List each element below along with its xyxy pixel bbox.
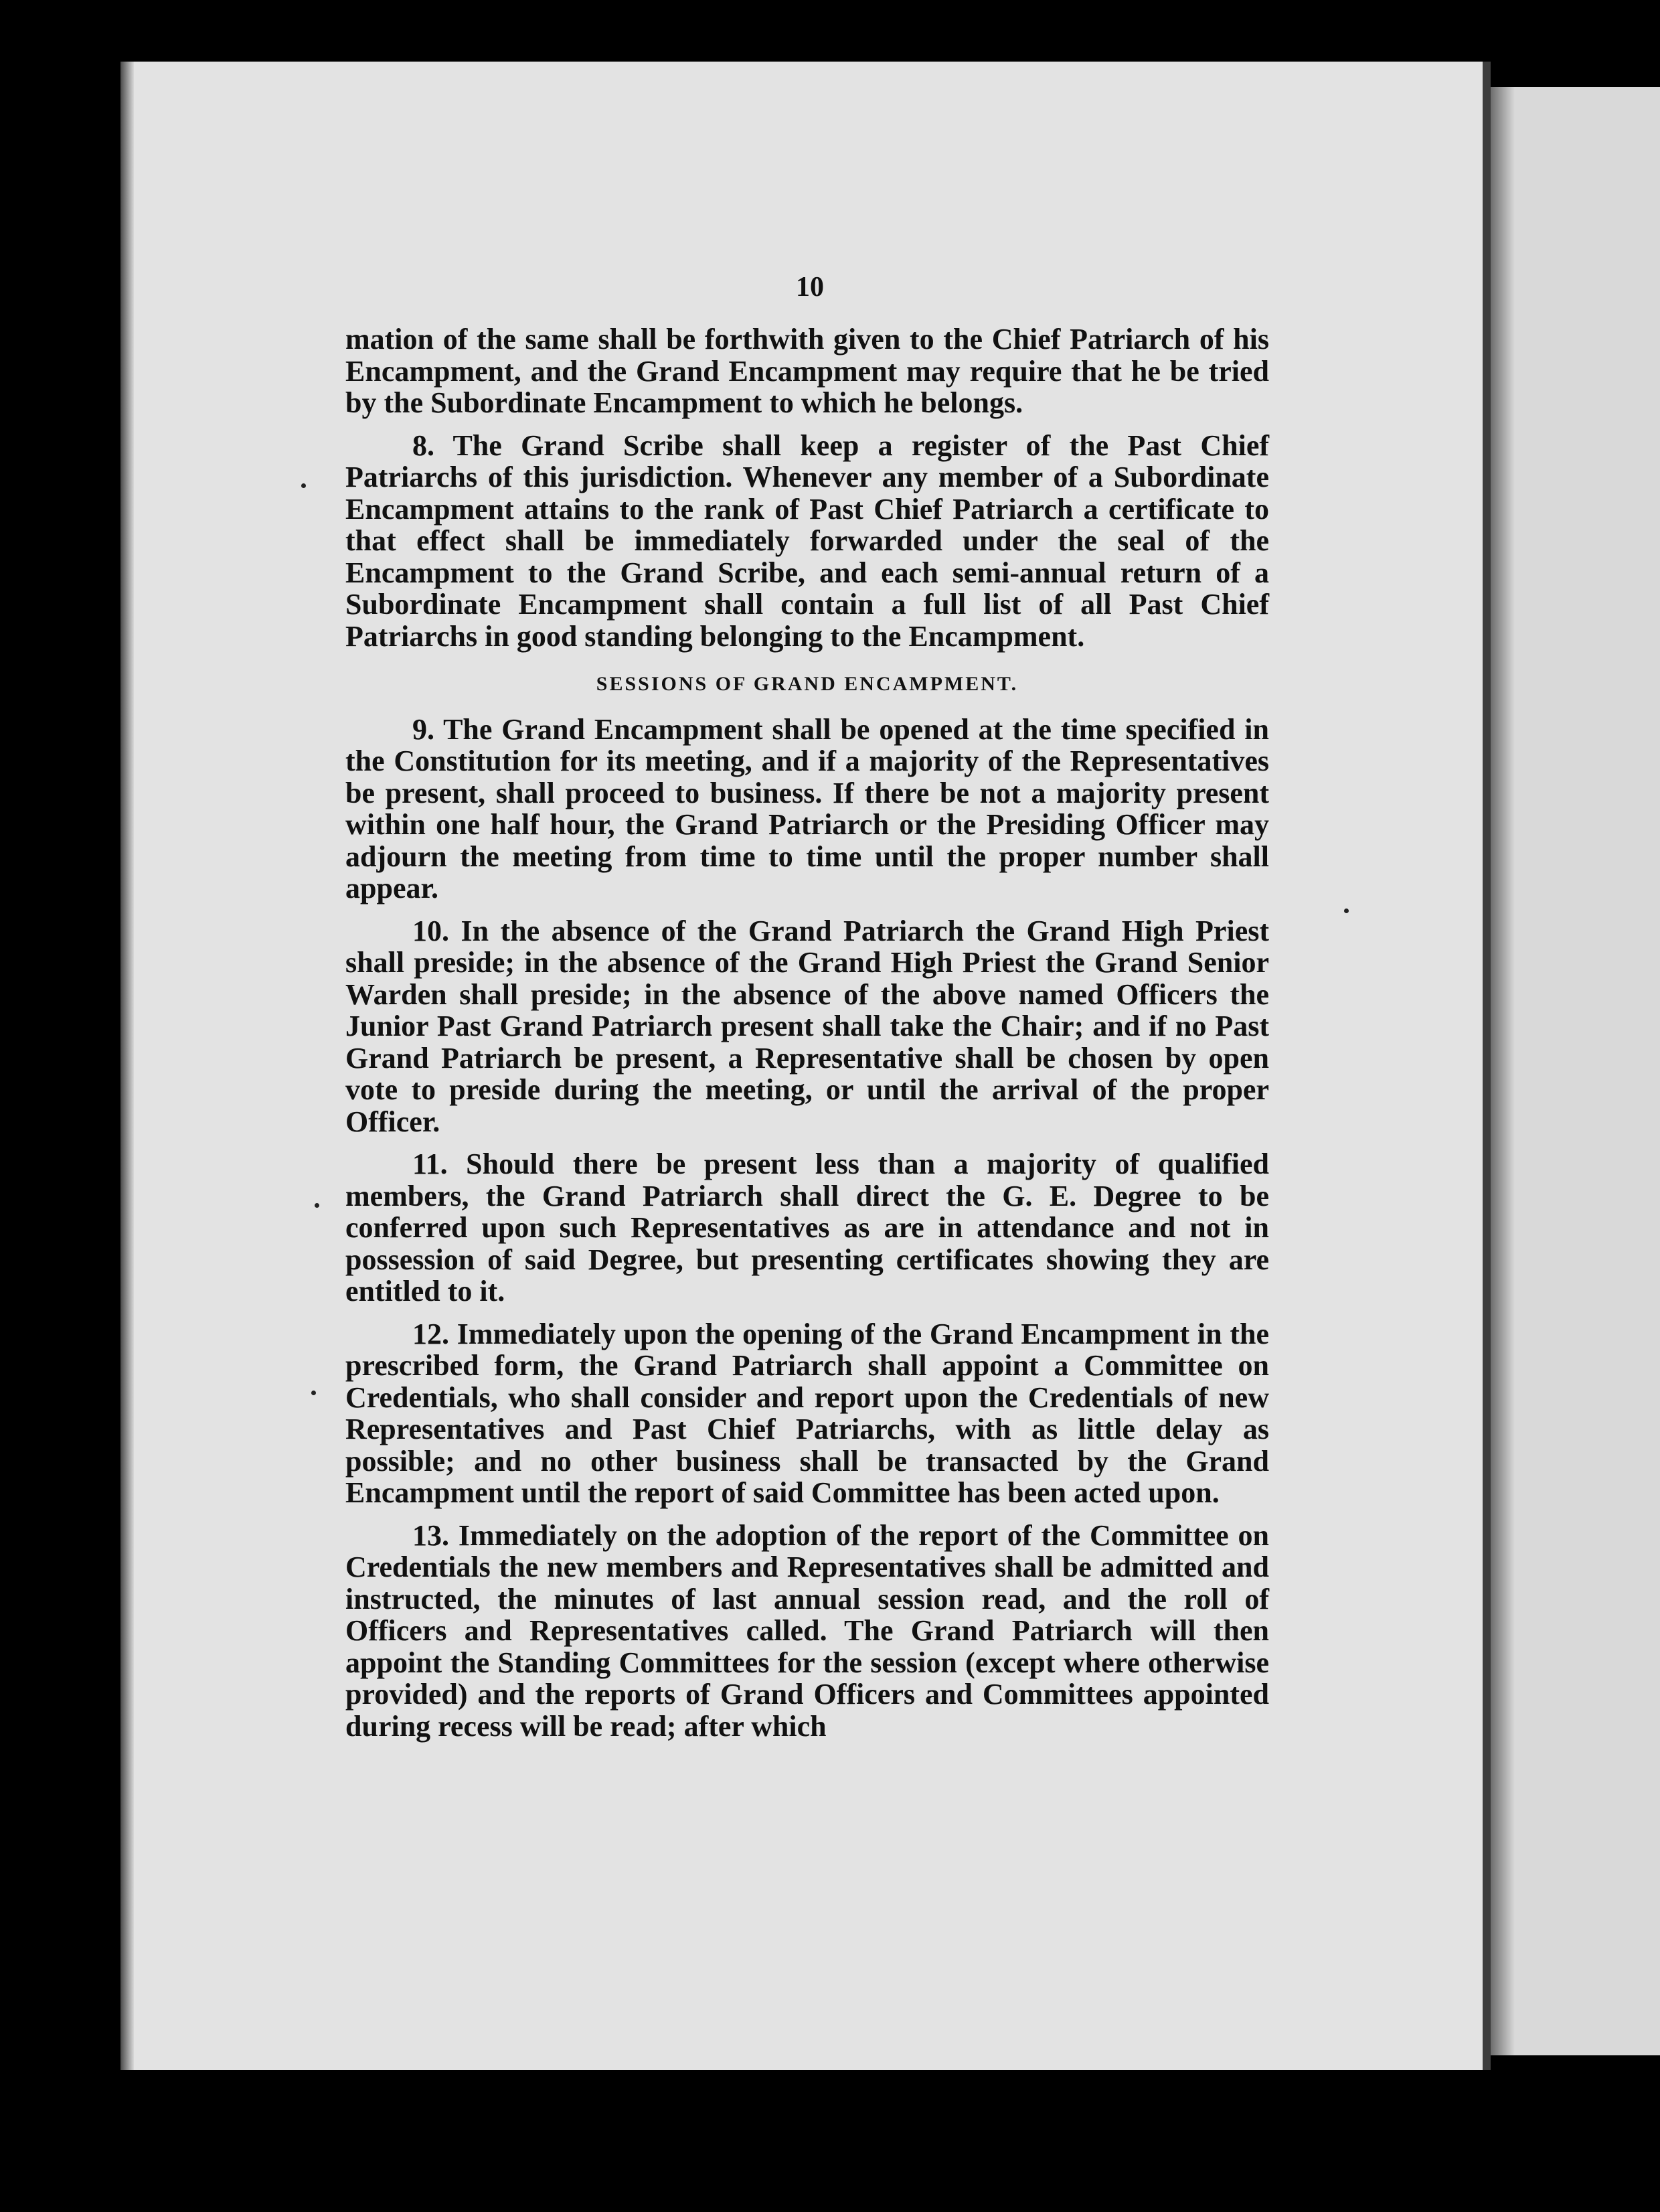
section-heading: SESSIONS OF GRAND ENCAMPMENT. xyxy=(596,673,1019,695)
ink-speck xyxy=(1344,908,1349,913)
paragraph-section-12: 12. Immediately upon the opening of the Grand Encampment in the prescribed form, the Grand Patriarch shall appoint a Committee on Credentials, who shall consider and report upon the Credentials of new Representatives and Past Chief Patriarchs, with as little delay as possible; and no other business shall be transacted by the Grand Encampment until the report of said Committee has been acted upon. xyxy=(345,1317,1269,1509)
page-number: 10 xyxy=(796,272,824,303)
ink-speck xyxy=(315,1203,319,1208)
page-body xyxy=(345,264,1269,1753)
paragraph-continuation: mation of the same shall be forthwith given to the Chief Patriarch of his Encampment, and the Grand Encampment may require that he be tried by the Subordinate Encampment to which he belongs. xyxy=(345,323,1269,419)
book-gutter xyxy=(1483,62,1491,2070)
paragraph-section-11: 11. Should there be present less than a majority of qualified members, the Grand Patriarch shall direct the G. E. Degree to be conferred upon such Representatives as are in attendance and not in possession of said Degree, but presenting certificates showing they are entitled to it. xyxy=(345,1148,1269,1308)
ink-speck xyxy=(301,483,306,488)
ink-speck xyxy=(311,1391,316,1395)
paragraph-section-13: 13. Immediately on the adoption of the report of the Committee on Credentials the new members and Representatives shall be admitted and instructed, the minutes of last annual session read, and the roll of Officers and Representatives called. The Grand Patriarch will then appoint the Standing Committees for the session (except where otherwise provided) and the reports of Grand Officers and Committees appointed during recess will be read; after which xyxy=(345,1518,1269,1743)
adjacent-page-edge xyxy=(1491,87,1660,2055)
paragraph-section-10: 10. In the absence of the Grand Patriarch the Grand High Priest shall preside; in the absence of the Grand High Priest the Grand Senior Warden shall preside; in the absence of the above named Officers the Junior Past Grand Patriarch present shall take the Chair; and if no Past Grand Patriarch be present, a Representative shall be chosen by open vote to preside during the meeting, or until the arrival of the proper Officer. xyxy=(345,914,1269,1138)
paragraph-section-9: 9. The Grand Encampment shall be opened at the time specified in the Constitution for its meeting, and if a majority of the Representatives be present, shall proceed to business. If there be not a majority present within one half hour, the Grand Patriarch or the Presiding Officer may adjourn the meeting from time to time until the proper number shall appear. xyxy=(345,712,1269,904)
paragraph-section-8: 8. The Grand Scribe shall keep a register of the Past Chief Patriarchs of this jurisdiction. Whenever any member of a Subordinate Encampment attains to the rank of Past Chief Patriarch a certificate to that effect shall be immediately forwarded under the seal of the Encampment to the Grand Scribe, and each semi-annual return of a Subordinate Encampment shall contain a full list of all Past Chief Patriarchs in good standing belonging to the Encampment. xyxy=(345,428,1269,653)
